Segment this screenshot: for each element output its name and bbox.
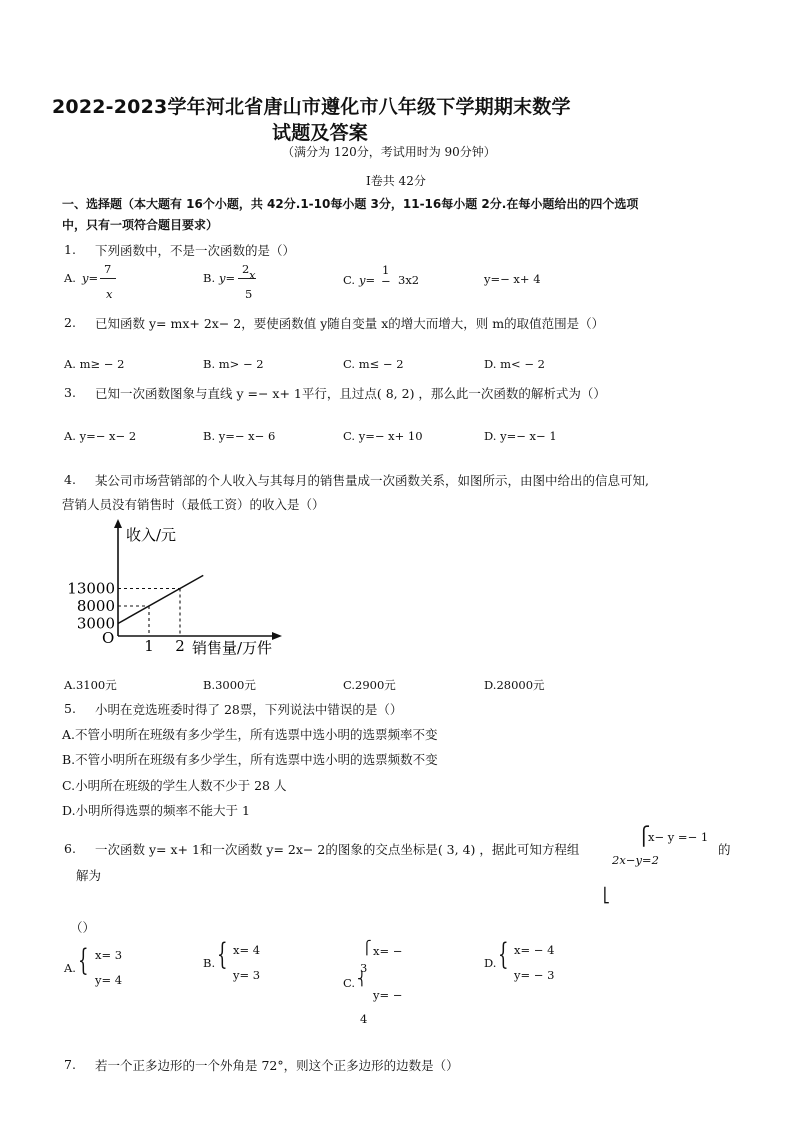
section-heading-line-1: 一、选择题（本大题有 16个小题，共 42分.1-10每小题 3分，11-16每小题 2分.在每小题给出的四个选项: [62, 197, 639, 211]
q6-option-c-line-2: y= −: [373, 988, 403, 1002]
q6-option-b-line-2: y= 3: [233, 968, 261, 982]
q6-option-b-line-1: x= 4: [233, 943, 261, 957]
q3-stem: 已知一次函数图象与直线 y =− x+ 1平行，且过点( 8, 2) ，那么此一次函数的解析式为（）: [95, 386, 606, 401]
q1-option-b-variable: x: [249, 268, 256, 282]
q5-stem: 小明在竞选班委时得了 28票，下列说法中错误的是（）: [95, 702, 403, 717]
q4-option-b[interactable]: B.3000元: [203, 678, 256, 692]
q2-option-a[interactable]: A. m≥ − 2: [64, 357, 125, 371]
q1-option-a-fraction-bar: [100, 278, 116, 279]
chart-y-tick-label: 3000: [76, 614, 115, 633]
q1-stem: 下列函数中，不是一次函数的是（）: [95, 243, 296, 258]
q3-option-a[interactable]: A. y=− x− 2: [64, 429, 137, 443]
q6-option-d-label: D.: [484, 956, 497, 970]
q4-stem-line-1: 某公司市场营销部的个人收入与其每月的销售量成一次函数关系，如图所示，由图中给出的信息可知,: [95, 473, 649, 488]
q6-option-c-brace-top: ⎧: [362, 941, 372, 956]
q6-option-d-brace: {: [498, 937, 509, 972]
q2-option-d[interactable]: D. m< − 2: [484, 357, 545, 371]
section-heading-line-2: 中，只有一项符合题目要求）: [62, 218, 219, 232]
q1-option-a-numerator: 7: [104, 262, 112, 276]
q1-option-c-lhs: y=: [359, 273, 376, 287]
q6-option-a-line-2: y= 4: [95, 973, 123, 987]
q6-option-d-line-2: y= − 3: [514, 968, 555, 982]
q5-option-d[interactable]: D.小明所得选票的频率不能大于 1: [62, 803, 250, 818]
q6-system-eq2: 2x−y=2: [612, 853, 659, 867]
subtitle: （满分为 120分，考试用时为 90分钟）: [282, 145, 496, 159]
q4-option-a[interactable]: A.3100元: [64, 678, 117, 692]
q1-option-a-lhs: y=: [82, 271, 99, 285]
q2-option-c[interactable]: C. m≤ − 2: [343, 357, 404, 371]
q1-option-c-label: C.: [343, 273, 356, 287]
chart-x-tick-label: 1: [144, 637, 154, 655]
q1-option-b-denominator: 5: [245, 287, 253, 301]
q1-option-c-rest: 3x2: [398, 273, 420, 287]
q3-option-d[interactable]: D. y=− x− 1: [484, 429, 557, 443]
q1-option-c-dash: −: [381, 274, 391, 288]
q6-system-brace: ⎧: [637, 826, 651, 847]
chart-origin-label: O: [102, 629, 115, 647]
chart-series-line: [118, 575, 203, 623]
x-axis-arrow: [272, 632, 282, 640]
q1-option-b-label: B.: [203, 271, 216, 285]
q5-option-b[interactable]: B.不管小明所在班级有多少学生，所有选票中选小明的选票频数不变: [62, 752, 438, 767]
q1-option-a-label: A.: [64, 271, 76, 285]
q5-option-a[interactable]: A.不管小明所在班级有多少学生，所有选票中选小明的选票频率不变: [62, 727, 438, 742]
volume-heading: I卷共 42分: [366, 174, 426, 188]
q6-option-c-number-2: 4: [360, 1012, 368, 1026]
q6-option-c-label: C.: [343, 976, 356, 990]
q6-option-b-brace: {: [217, 937, 228, 972]
q1-number: 1.: [64, 242, 76, 257]
q2-stem: 已知函数 y= mx+ 2x− 2，要使函数值 y随自变量 x的增大而增大，则 m的取值范围是（）: [95, 316, 605, 331]
q5-number: 5.: [64, 701, 76, 716]
q6-paren: （）: [70, 920, 96, 935]
q6-number: 6.: [64, 841, 76, 856]
q6-stem-line-2: 解为: [76, 868, 102, 883]
q6-option-b-label: B.: [203, 956, 216, 970]
title-line-2: 试题及答案: [272, 122, 369, 144]
title-line-1: 2022-2023学年河北省唐山市遵化市八年级下学期期末数学: [52, 96, 571, 118]
q6-option-a-line-1: x= 3: [95, 948, 123, 962]
q1-option-a-denominator: x: [106, 287, 113, 301]
q4-chart: [62, 518, 294, 662]
q6-option-a-brace: {: [78, 943, 89, 978]
q1-option-b-numerator: 2: [242, 262, 250, 276]
q6-system-eq1: x− y =− 1: [648, 830, 709, 844]
q2-option-b[interactable]: B. m> − 2: [203, 357, 264, 371]
q4-option-c[interactable]: C.2900元: [343, 678, 396, 692]
q1-option-c-numerator: 1: [382, 263, 390, 277]
q6-stem-tail: 的: [718, 842, 731, 857]
q6-option-c-brace-mid: ⎨: [357, 972, 367, 987]
q6-stray-mark: ⎣: [603, 888, 610, 904]
q4-stem-line-2: 营销人员没有销售时（最低工资）的收入是（）: [62, 497, 325, 512]
q1-option-b-lhs: y=: [219, 271, 236, 285]
chart-y-tick-label: 8000: [76, 597, 115, 615]
q4-option-d[interactable]: D.28000元: [484, 678, 545, 692]
q1-option-d[interactable]: y=− x+ 4: [484, 272, 541, 286]
y-axis-arrow: [114, 519, 122, 528]
q7-number: 7.: [64, 1057, 76, 1072]
q6-option-c-line-1: x= −: [373, 944, 403, 958]
q7-stem: 若一个正多边形的一个外角是 72°，则这个正多边形的边数是（）: [95, 1058, 459, 1073]
q6-stem: 一次函数 y= x+ 1和一次函数 y= 2x− 2的图象的交点坐标是( 3, 4) ，据此可知方程组: [95, 842, 580, 857]
q2-number: 2.: [64, 315, 76, 330]
q6-option-a-label: A.: [64, 961, 76, 975]
q4-number: 4.: [64, 472, 76, 487]
q6-option-d-line-1: x= − 4: [514, 943, 555, 957]
chart-y-tick-label: 13000: [67, 579, 115, 598]
q3-option-c[interactable]: C. y=− x+ 10: [343, 429, 423, 443]
chart-x-tick-label: 2: [175, 637, 185, 655]
q5-option-c[interactable]: C.小明所在班级的学生人数不少于 28 人: [62, 778, 287, 793]
q6-option-c-number-1: 3: [360, 961, 368, 975]
q3-option-b[interactable]: B. y=− x− 6: [203, 429, 276, 443]
chart-y-axis-label: 收入/元: [126, 526, 177, 544]
chart-x-axis-label: 销售量/万件: [192, 639, 273, 657]
q3-number: 3.: [64, 385, 76, 400]
